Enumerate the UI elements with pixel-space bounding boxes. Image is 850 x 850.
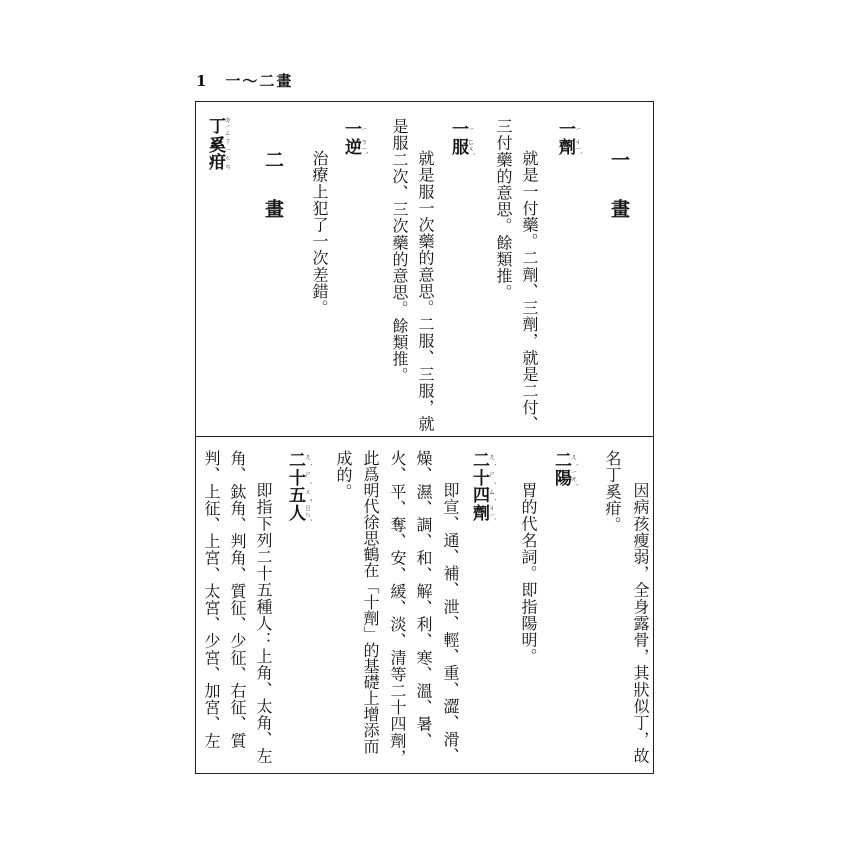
definition-line: 角、鈦角、判角、質征、少征、右征、質 xyxy=(228,450,247,749)
definition-line: 就是一付藥。二劑、三劑，就是二付、 xyxy=(520,150,539,433)
headword: 一 ㄧ逆 ㄋㄧˋ xyxy=(341,120,368,156)
headword: 丁 ㄉㄧㄥ奚 ㄒㄧ疳 ㄍㄢ xyxy=(205,116,232,171)
headword: 一 ㄧ服 ㄈㄨˊ xyxy=(448,120,475,156)
definition-line: 名丁奚疳。 xyxy=(603,450,622,533)
headword: 二 ㄦˋ十 ㄕˊ四 ㄙˋ劑 ㄐㄧˋ xyxy=(469,451,496,522)
definition-line: 就是服一次藥的意思。二服、三服，就 xyxy=(416,150,435,433)
definition-line: 即宣、通、補、泄、輕、重、澀、滑、 xyxy=(441,482,460,765)
definition-line: 治療上犯了一次差錯。 xyxy=(310,150,329,316)
definition-line: 成的。 xyxy=(334,450,353,500)
definition-line: 即指下列二十五種人：上角、太角、左 xyxy=(254,482,273,765)
section-heading-one-stroke: 一畫 xyxy=(608,150,630,248)
headword: 二 ㄦˋ陽 ㄧㄤˊ xyxy=(551,451,578,487)
definition-line: 因病孩瘦弱，全身露骨，其狀似丁，故 xyxy=(631,482,650,765)
definition-line: 燥、濕、調、和、解、利、寒、溫、暑、 xyxy=(414,450,433,749)
headword: 二 ㄦˋ十 ㄕˊ五 ㄨˇ人 ㄖㄣˊ xyxy=(285,451,312,522)
panel-divider xyxy=(195,436,654,437)
definition-line: 三付藥的意思。餘類推。 xyxy=(494,118,513,301)
definition-line: 火、平、奪、安、緩、淡、清等二十四劑， xyxy=(388,450,407,766)
headword: 一 ㄧ劑 ㄐㄧˋ xyxy=(555,120,582,156)
section-heading-two-strokes: 二畫 xyxy=(262,150,284,248)
page-header: 1 一～二畫 xyxy=(196,72,294,90)
definition-line: 是服二次、三次藥的意思。餘類推。 xyxy=(390,118,409,384)
definition-line: 胃的代名詞。即指陽明。 xyxy=(519,482,538,665)
definition-line: 此爲明代徐思鶴在「十劑」的基礎上增添而 xyxy=(361,450,380,754)
definition-line: 判、上征、上宮、太宮、少宮、加宮、左 xyxy=(202,450,221,749)
